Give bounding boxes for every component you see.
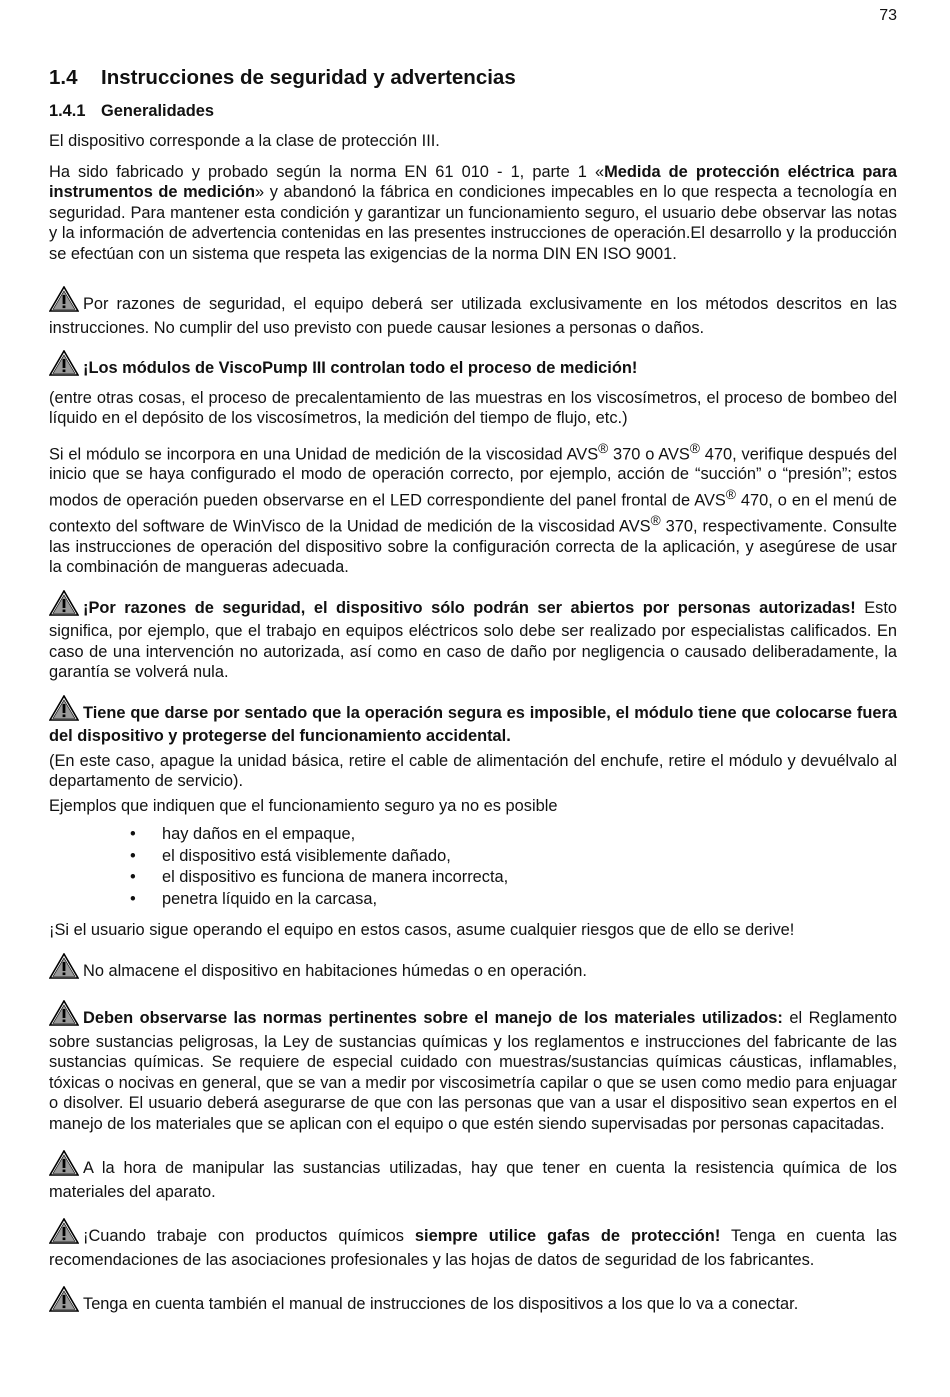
list-item: • penetra líquido en la carcasa, — [162, 889, 897, 911]
list-item: • el dispositivo está visiblemente dañado, — [162, 846, 897, 868]
subsection-title: Generalidades — [101, 102, 214, 120]
paragraph-avs-module: Si el módulo se incorpora en una Unidad de medición de la viscosidad AVS® 370 o AVS® 470, verifique después del inicio que se haya configurado el modo de operación correcto, por ejemplo, acción de “succión” o “presión”; estos modos de operación pueden observarse en el LED correspondiente del panel frontal de AVS® 470, o en el menú de contexto del software de WinVisco de la Unidad de medición de la viscosidad AVS® 370, respectivamente. Consulte las instrucciones de operación del dispositivo sobre la configuración correcta de la aplicación, y asegúrese de usar la combinación de mangueras adecuada. — [49, 440, 898, 577]
warning-triangle-icon — [49, 953, 79, 985]
warning-viscopump: ¡Los módulos de ViscoPump III controlan todo el proceso de medición! — [49, 350, 897, 382]
document-body — [49, 66, 897, 1328]
paragraph-user-risk: ¡Si el usuario sigue operando el equipo en estos casos, asume cualquier riesgos que de ello se derive! — [49, 921, 795, 940]
warning-triangle-icon — [49, 350, 79, 382]
warning-storage: No almacene el dispositivo en habitaciones húmedas o en operación. — [49, 953, 897, 985]
paragraph-standard: Ha sido fabricado y probado según la norma EN 61 010 - 1, parte 1 «Medida de protección eléctrica para instrumentos de medición» y abandonó la fábrica en condiciones impecables en lo que respecta a tecnología en seguridad. Para mantener esta condición y garantizar un funcionamiento seguro, el usuario debe observar las notas y la información de advertencia contenidas en las presentes instrucciones de operación.El desarrollo y la producción se efectúan con un sistema que respeta las exigencias de la norma DIN EN ISO 9001. — [49, 162, 897, 263]
warning-triangle-icon — [49, 1000, 79, 1032]
warning-connected-devices: Tenga en cuenta también el manual de instrucciones de los dispositivos a los que lo va a conectar. — [49, 1286, 897, 1318]
warning-materials: Deben observarse las normas pertinentes sobre el manejo de los materiales utilizados: el Reglamento sobre sustancias peligrosas, la Ley de sustancias químicas y los reglamentos e instrucciones del fabricante de las sustancias químicas. Se requiere de especial cuidado con muestras/sustancias químicas cáusticas, inflamables, tóxicas o nocivas en general, que se van a medir por viscosimetría capilar o que se usen como medio para enjuagar o disolver. El usuario deberá asegurarse de que con las personas que van a usar el dispositivo sean expertos en el manejo de los materiales que se aplican con el equipo o que estén siendo supervisadas por personas capacitadas. — [49, 1000, 897, 1134]
warning-triangle-icon — [49, 286, 79, 318]
list-item: • el dispositivo es funciona de manera incorrecta, — [162, 867, 897, 889]
subsection-heading — [49, 102, 897, 121]
list-item: • hay daños en el empaque, — [162, 824, 897, 846]
warning-triangle-icon — [49, 590, 79, 622]
warning-safe-operation: Tiene que darse por sentado que la operación segura es imposible, el módulo tiene que colocarse fuera del dispositivo y protegerse del funcionamiento accidental. — [49, 695, 897, 747]
paragraph-examples: Ejemplos que indiquen que el funcionamiento seguro ya no es posible — [49, 796, 558, 815]
warning-triangle-icon — [49, 695, 79, 727]
paragraph-protection-class: El dispositivo corresponde a la clase de protección III. — [49, 132, 440, 150]
warning-chemical-resistance: A la hora de manipular las sustancias utilizadas, hay que tener en cuenta la resistencia química de los materiales del aparato. — [49, 1150, 897, 1202]
paragraph-process-details: (entre otras cosas, el proceso de precalentamiento de las muestras en los viscosímetros, el proceso de bombeo del líquido en el depósito de los viscosímetros, la medición del tiempo de flujo, etc.) — [49, 388, 897, 427]
warning-triangle-icon — [49, 1286, 79, 1318]
section-title: Instrucciones de seguridad y advertencias — [101, 66, 516, 89]
page-number: 73 — [879, 7, 897, 24]
standard-name: Medida de protección eléctrica para instrumentos de medición — [49, 162, 897, 201]
section-number: 1.4 — [49, 66, 78, 89]
warning-triangle-icon — [49, 1150, 79, 1182]
warning-safety-goggles: ¡Cuando trabaje con productos químicos siempre utilice gafas de protección! Tenga en cuenta las recomendaciones de las asociaciones profesionales y las hojas de datos de seguridad de los fabricantes. — [49, 1218, 897, 1270]
warning-intended-use: Por razones de seguridad, el equipo deberá ser utilizada exclusivamente en los métodos descritos en las instrucciones. No cumplir del uso previsto con puede causar lesiones a personas o daños. — [49, 286, 897, 338]
examples-list — [49, 824, 897, 910]
warning-triangle-icon — [49, 1218, 79, 1250]
paragraph-service: (En este caso, apague la unidad básica, retire el cable de alimentación del enchufe, retire el módulo y devuélvalo al departamento de servicio). — [49, 751, 897, 791]
subsection-number: 1.4.1 — [49, 102, 86, 120]
warning-authorized-personnel: ¡Por razones de seguridad, el dispositivo sólo podrán ser abiertos por personas autorizadas! Esto significa, por ejemplo, que el trabajo en equipos eléctricos solo debe ser realizado por especialistas calificados. En caso de una intervención no autorizada, así como en caso de daño por negligencia o causado deliberadamente, la garantía se volverá nula. — [49, 590, 897, 683]
section-heading — [49, 66, 897, 90]
